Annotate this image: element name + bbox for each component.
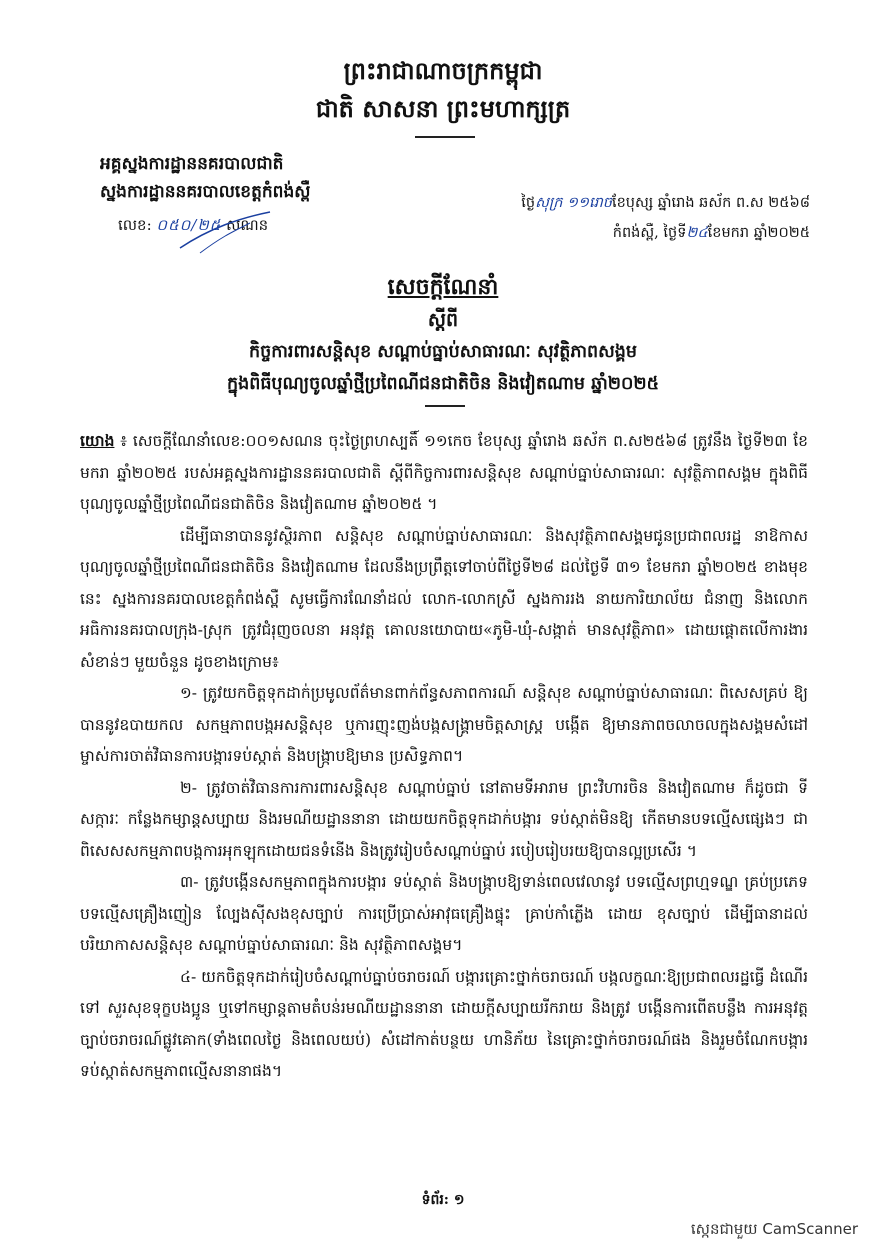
national-motto: ជាតិ សាសនា ព្រះមហាក្សត្រ [315,94,571,123]
document-title: សេចក្តីណែនាំ [387,274,499,300]
solar-date [450,218,810,248]
subject-line-1: កិច្ចការពារសន្តិសុខ សណ្តាប់ធ្នាប់សាធារណៈ សុវត្ថិភាពសង្គម [249,342,637,362]
pen-stroke-icon [170,208,280,258]
solar-prefix: កំពង់ស្ពឺ, ថ្ងៃទី [612,225,687,241]
list-item: ២- ត្រូវចាត់វិធានការការពារសន្តិសុខ សណ្តាប់ធ្នាប់ នៅតាមទីអារាម ព្រះវិហារចិន និងវៀតណាម ក៏ដូចជា ទីសក្ការៈ កន្លែងកម្សាន្តសប្បាយ និងរមណីយដ្ឋាននានា ដោយយកចិត្តទុកដាក់បង្ការ ទប់ស្កាត់មិនឱ្យ កើតមានបទល្មើសផ្សេងៗ ជាពិសេសសកម្មភាពបង្កការអុកឡុកដោយជនទំនើង និងត្រូវរៀបចំសណ្តាប់ធ្នាប់ របៀបរៀបរយឱ្យបានល្អប្រសើរ ។ [80,778,808,860]
ref-number-handwritten: ០៥០/២៥ [156,216,222,234]
list-item: ៤- យកចិត្តទុកដាក់រៀបចំសណ្តាប់ធ្នាប់ចរាចរណ៍ បង្ការគ្រោះថ្នាក់ចរាចរណ៍ បង្កលក្ខណៈឱ្យប្រជាពលរដ្ឋធ្វើ ដំណើរទៅ សួរសុខទុក្ខបងប្អូន ឬទៅកម្សាន្តតាមតំបន់រមណីយដ្ឋាននានា ដោយក្តីសប្បាយរីករាយ និងត្រូវ បង្កើនការពើតបន្លឹង ការអនុវត្តច្បាប់ចរាចរណ៍ផ្លូវគោក(ទាំងពេលថ្ងៃ និងពេលយប់) សំដៅកាត់បន្ថយ ហានិភ័យ នៃគ្រោះថ្នាក់ចរាចរណ៍ផង និងរួមចំណែកបង្ការ ទប់ស្កាត់សកម្មភាពល្មើសនានាផង។ [80,967,808,1080]
lunar-handwritten: សុក្រ ១១រោច [535,195,612,211]
reference-text: ៖ សេចក្តីណែនាំលេខ:០០១សណន ចុះថ្ងៃព្រហស្បតិ៍ ១១កេច ខែបុស្ស ឆ្នាំរោង ឆស័ក ព.ស២៥៦៨ ត្រូវនឹង ថ្ងៃទី២៣ ខែមករា ឆ្នាំ២០២៥ របស់អគ្គស្នងការដ្ឋាននគរបាលជាតិ ស្តីពីកិច្ចការពារសន្តិសុខ សណ្តាប់ធ្នាប់សាធារណៈ សុវត្ថិភាពសង្គម ក្នុងពិធីបុណ្យចូលឆ្នាំថ្មីប្រពៃណីជនជាតិចិន និងវៀតណាម ឆ្នាំ២០២៥ ។ [80,432,808,513]
ref-suffix: សណន [226,216,269,234]
issuer-block [100,150,400,206]
title-block [0,270,886,400]
document-body [80,425,808,1088]
lunar-rest: ខែបុស្ស ឆ្នាំរោង ឆស័ក ព.ស ២៥៦៨ [612,195,810,211]
issuer-line-2: ស្នងការដ្ឋាននគរបាលខេត្តកំពង់ស្ពឺ [100,182,311,202]
lunar-prefix: ថ្ងៃ [521,195,536,211]
scanner-watermark: ស្កេនជាមួយ CamScanner [690,1220,858,1238]
intro-paragraph: ដើម្បីធានាបាននូវស្ថិរភាព សន្តិសុខ សណ្តាប់ធ្នាប់សាធារណៈ និងសុវត្ថិភាពសង្គមជូនប្រជាពលរដ្ឋ នាឱកាសបុណ្យចូលឆ្នាំថ្មីប្រពៃណីជនជាតិចិន និងវៀតណាម ដែលនឹងប្រព្រឹត្តទៅចាប់ពីថ្ងៃទី២៨ ដល់ថ្ងៃទី ៣១ ខែមករា ឆ្នាំ២០២៥ ខាងមុខនេះ ស្នងការនគរបាលខេត្តកំពង់ស្ពឺ សូមធ្វើការណែនាំដល់ លោក-លោកស្រី ស្នងការរង នាយការិយាល័យ ជំនាញ និងលោកអធិការនគរបាលក្រុង-ស្រុក ត្រូវជំរុញចលនា អនុវត្ត គោលនយោបាយ«ភូមិ-ឃុំ-សង្កាត់ មានសុវត្ថិភាព» ដោយផ្តោតលើការងារសំខាន់ៗ មួយចំនួន ដូចខាងក្រោម៖ [80,526,808,671]
page-number: ទំព័រ: ១ [421,1192,465,1208]
reference-paragraph [80,425,808,521]
header-divider [415,136,475,138]
lunar-date [450,188,810,218]
title-divider [425,405,465,407]
list-item: ៣- ត្រូវបង្កើនសកម្មភាពក្នុងការបង្ការ ទប់ស្កាត់ និងបង្ក្រាបឱ្យទាន់ពេលវេលានូវ បទល្មើសព្រហ្មទណ្ឌ គ្រប់ប្រភេទ បទល្មើសគ្រឿងញៀន ល្បែងស៊ីសងខុសច្បាប់ ការប្រើប្រាស់អាវុធគ្រឿងផ្ទុះ គ្រាប់កាំភ្លើង ដោយ ខុសច្បាប់ ដើម្បីធានាដល់បរិយាកាសសន្តិសុខ សណ្តាប់ធ្នាប់សាធារណៈ និង សុវត្ថិភាពសង្គម។ [80,873,808,954]
solar-day: ២៤ [686,225,708,241]
ref-prefix: លេខ: [118,216,152,234]
reference-label: យោង [80,431,115,450]
document-about: ស្តីពី [427,309,459,331]
subject-line-2: ក្នុងពិធីបុណ្យចូលឆ្នាំថ្មីប្រពៃណីជនជាតិចិន និងវៀតណាម ឆ្នាំ២០២៥ [227,374,659,394]
solar-rest: ខែមករា ឆ្នាំ២០២៥ [707,225,810,241]
date-block [450,188,810,248]
list-item: ១- ត្រូវយកចិត្តទុកដាក់ប្រមូលព័ត៌មានពាក់ព័ន្ធសភាពការណ៍ សន្តិសុខ សណ្តាប់ធ្នាប់សាធារណៈ ពិសេសគ្រប់ ឱ្យបាននូវឧបាយកល សកម្មភាពបង្កអសន្តិសុខ ឬការញុះញង់បង្កសង្គ្រាមចិត្តសាស្ត្រ បង្កើត ឱ្យមានភាពចលាចលក្នុងសង្គមសំដៅម្ចាស់ការចាត់វិធានការបង្ការទប់ស្កាត់ និងបង្ក្រាបឱ្យមាន ប្រសិទ្ធភាព។ [80,684,808,765]
kingdom-header [0,52,886,128]
kingdom-name: ព្រះរាជាណាចក្រកម្ពុជា [343,56,543,85]
issuer-line-1: អគ្គស្នងការដ្ឋាននគរបាលជាតិ [100,154,284,174]
